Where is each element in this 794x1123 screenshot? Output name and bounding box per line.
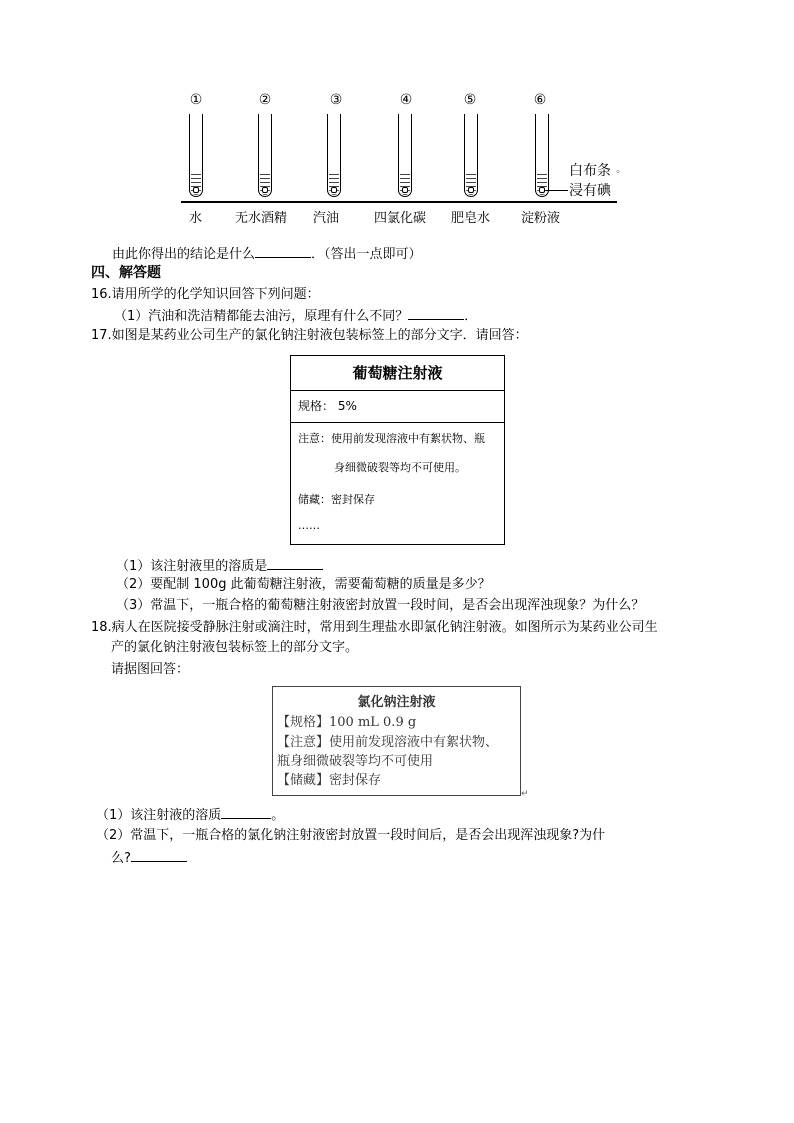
- label-storage: 【储藏】密封保存: [277, 773, 382, 788]
- q17-sub1: （1）该注射液里的溶质是: [116, 557, 323, 575]
- leader-line: [546, 190, 568, 191]
- test-tube: [464, 114, 478, 197]
- annotation-white-cloth: 白布条: [569, 163, 611, 179]
- tube-number: ③: [329, 92, 343, 108]
- label-title: 氯化钠注射液: [357, 695, 436, 710]
- annotation-mark: ◦: [615, 168, 621, 178]
- tube-number: ①: [189, 92, 203, 108]
- q18-stem-line3: 请据图回答：: [111, 662, 190, 677]
- tube-number: ④: [399, 92, 413, 108]
- answer-blank: [408, 307, 464, 320]
- saline-label-box: [272, 686, 521, 796]
- tube-label: 汽油: [313, 211, 340, 226]
- label-note-line2: 身细微破裂等均不可使用。: [334, 461, 466, 474]
- q16-sub1: （1）汽油和洗洁精都能去油污，原理有什么不同？ ．: [114, 309, 478, 324]
- label-note-line1: 【注意】使用前发现溶液中有絮状物、: [277, 735, 499, 750]
- label-note-line1: 注意：使用前发现溶液中有絮状物、瓶: [298, 432, 485, 445]
- answer-blank: [221, 806, 271, 819]
- conclusion-question: 由此你得出的结论是什么 ．（答出一点即可）: [112, 247, 422, 262]
- tube-label: 肥皂水: [451, 211, 491, 226]
- label-ellipsis: ……: [298, 519, 320, 532]
- label-note-line2: 瓶身细微破裂等均不可使用: [277, 754, 434, 769]
- answer-blank: [255, 245, 311, 258]
- q16-stem: 16.请用所学的化学知识回答下列问题：: [91, 287, 320, 302]
- section-title: 四、解答题: [91, 265, 161, 281]
- label-spec: 【规格】100 mL 0.9 g: [277, 715, 417, 730]
- q17-sub2: （2）要配制 100g 此葡萄糖注射液，需要葡萄糖的质量是多少？: [116, 577, 491, 592]
- tube-label: 水: [189, 211, 203, 226]
- q18-sub1: （1）该注射液的溶质 。: [96, 808, 285, 823]
- q18-sub2-line1: （2）常温下，一瓶合格的氯化钠注射液密封放置一段时间后，是否会出现浑浊现象?为什: [96, 828, 606, 843]
- q17-sub3: （3）常温下，一瓶合格的葡萄糖注射液密封放置一段时间，是否会出现浑浊现象？为什么？: [116, 598, 645, 613]
- test-tube: [398, 114, 412, 197]
- tube-number: ②: [258, 92, 272, 108]
- tube-label: 无水酒精: [235, 211, 288, 226]
- tube-label: 淀粉液: [521, 211, 561, 226]
- tube-number: ⑥: [533, 92, 547, 108]
- test-tube: [535, 114, 549, 197]
- q18-sub2-line2: 么?: [111, 849, 187, 867]
- q18-stem-line2: 产的氯化钠注射液包装标签上的部分文字。: [111, 640, 359, 655]
- answer-blank: [131, 849, 187, 862]
- tube-label: 四氯化碳: [374, 211, 427, 226]
- label-spec: 规格： 5%: [298, 399, 357, 413]
- annotation-iodine: 浸有碘: [569, 183, 611, 199]
- glucose-label-box: [290, 355, 505, 545]
- label-title: 葡萄糖注射液: [352, 364, 443, 382]
- bench-line: [181, 201, 617, 203]
- q18-stem-line1: 18.病人在医院接受静脉注射或滴注时，常用到生理盐水即氯化钠注射液。如图所示为某药业公司生: [91, 620, 658, 635]
- tube-number: ⑤: [463, 92, 477, 108]
- label-storage: 储藏：密封保存: [298, 493, 375, 506]
- answer-blank: [267, 557, 323, 570]
- test-tube: [189, 114, 203, 197]
- q17-stem: 17.如图是某药业公司生产的氯化钠注射液包装标签上的部分文字．请回答：: [91, 328, 528, 343]
- test-tube: [258, 114, 272, 197]
- paragraph-mark: ↵: [521, 789, 529, 799]
- test-tube: [327, 114, 341, 197]
